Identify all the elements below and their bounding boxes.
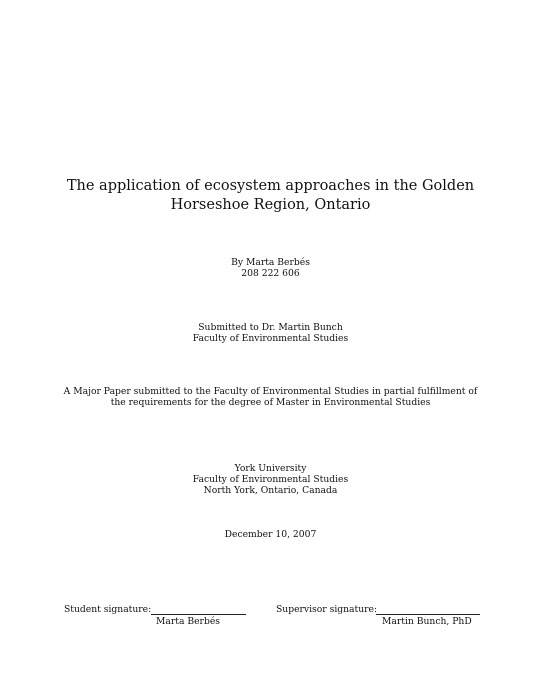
- supervisor-signature-line: [376, 614, 480, 615]
- university-block: [0, 463, 541, 497]
- submitted-faculty: Faculty of Environmental Studies: [192, 333, 349, 345]
- university-name: York University: [234, 463, 307, 474]
- supervisor-signature-label: Supervisor signature:: [276, 604, 378, 615]
- student-signature-line: [151, 614, 246, 615]
- student-number: 208 222 606: [241, 268, 300, 280]
- university-location: North York, Ontario, Canada: [203, 485, 338, 497]
- title-line-1: The application of ecosystem approaches in the Golden: [66, 178, 475, 194]
- document-date: [0, 529, 541, 540]
- supervisor-signature-name: Martin Bunch, PhD: [382, 616, 472, 627]
- submission-block: [0, 322, 541, 344]
- submitted-to: Submitted to Dr. Martin Bunch: [198, 322, 343, 333]
- document-title: [0, 177, 541, 215]
- purpose-line-2: the requirements for the degree of Master in Environmental Studies: [110, 397, 431, 409]
- university-faculty: Faculty of Environmental Studies: [192, 474, 349, 486]
- date-text: December 10, 2007: [224, 529, 317, 540]
- student-signature-label: Student signature:: [64, 604, 152, 615]
- student-signature-name: Marta Berbés: [156, 616, 220, 627]
- purpose-line-1: A Major Paper submitted to the Faculty of Environmental Studies in partial fulfillment of: [63, 386, 478, 397]
- title-line-2: Horseshoe Region, Ontario: [170, 197, 371, 213]
- author-block: [0, 257, 541, 279]
- purpose-statement: [0, 386, 541, 408]
- author-name: By Marta Berbés: [231, 257, 310, 268]
